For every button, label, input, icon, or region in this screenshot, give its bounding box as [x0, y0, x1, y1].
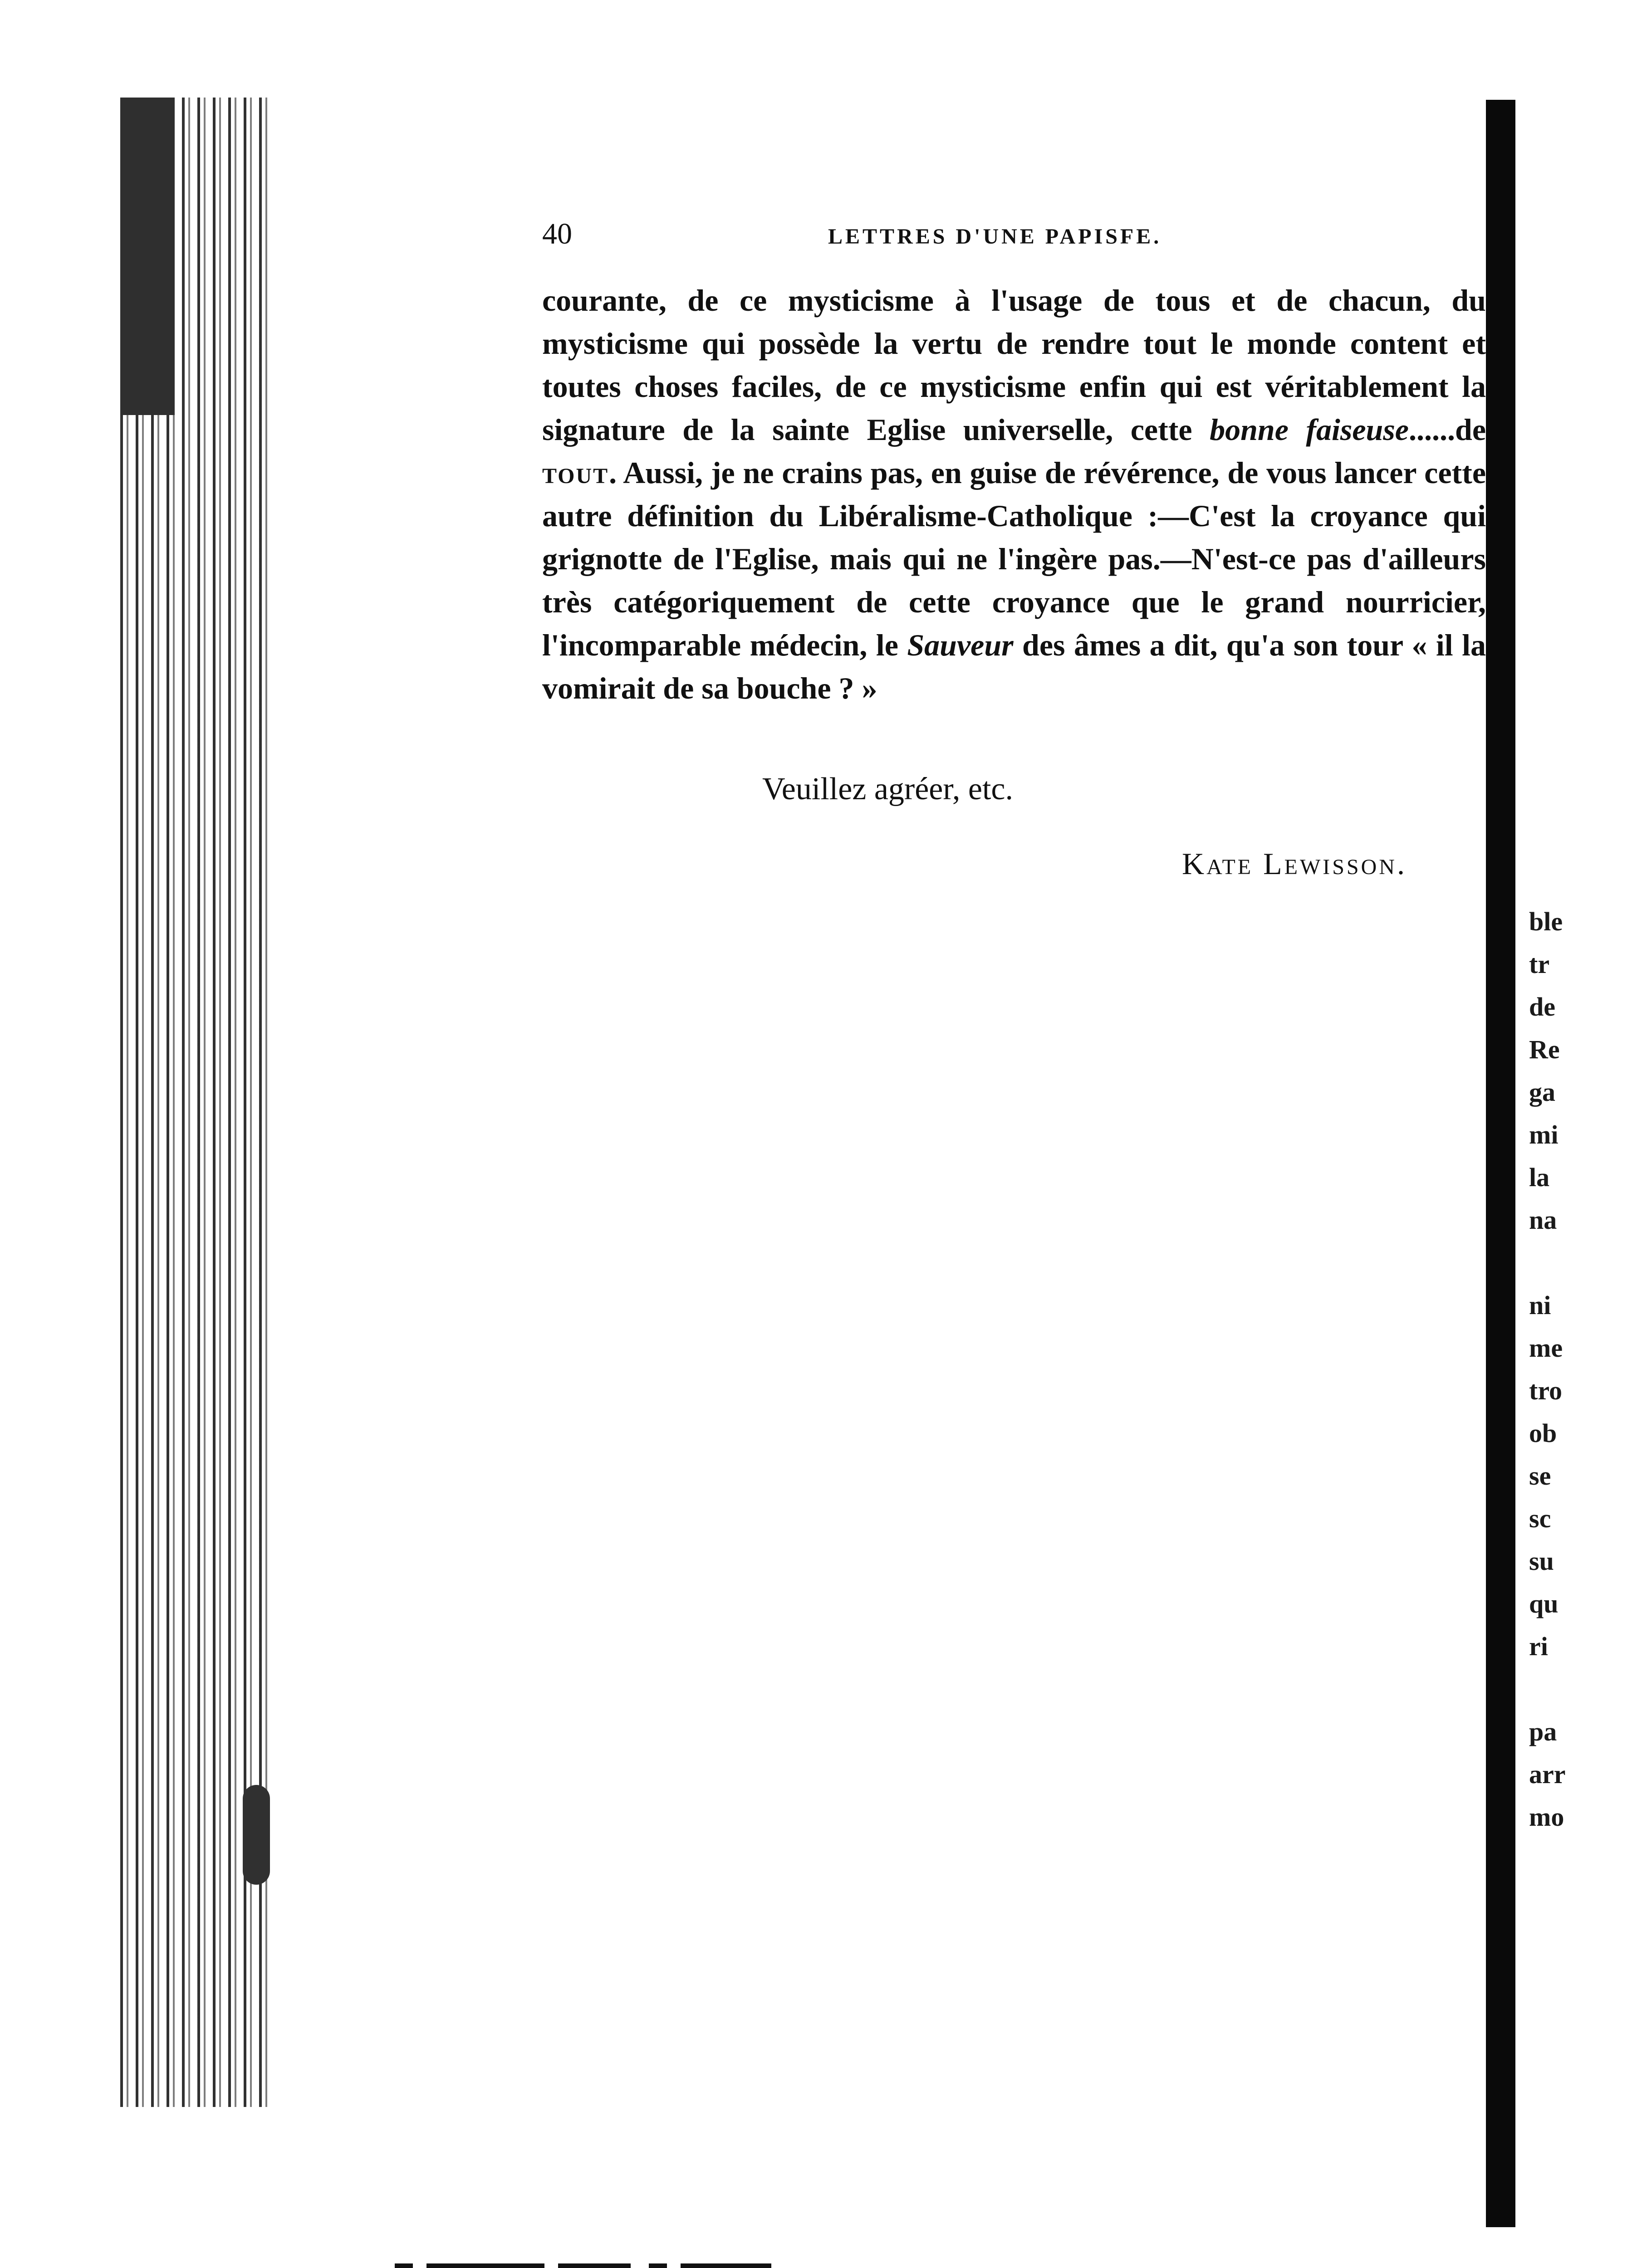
- bleed-line: qu: [1529, 1589, 1559, 1618]
- bleed-line: su: [1529, 1546, 1554, 1576]
- bleed-line: ni: [1529, 1290, 1551, 1320]
- bleed-line: la: [1529, 1163, 1550, 1192]
- bleed-line: [1529, 1242, 1597, 1284]
- closing-formula: Veuillez agréer, etc.: [762, 772, 1013, 807]
- italic-phrase-bonne-faiseuse: bonne faiseuse: [1210, 412, 1409, 447]
- scan-edge-bottom: [395, 2263, 771, 2268]
- bleed-line: tr: [1529, 949, 1550, 979]
- scan-edge-right: [1486, 100, 1515, 2227]
- bleed-line: tro: [1529, 1376, 1563, 1405]
- bleed-line: de: [1529, 992, 1555, 1022]
- bleed-line: me: [1529, 1333, 1563, 1363]
- bleed-line: pa: [1529, 1717, 1557, 1746]
- bleed-line: na: [1529, 1205, 1557, 1235]
- bleed-line: mo: [1529, 1802, 1564, 1832]
- small-caps-tout: tout: [542, 455, 609, 490]
- bleed-line: sc: [1529, 1504, 1551, 1533]
- page-number: 40: [542, 217, 572, 250]
- bleed-line: mi: [1529, 1120, 1559, 1149]
- bleed-line: arr: [1529, 1760, 1566, 1789]
- bleed-line: ble: [1529, 907, 1563, 936]
- scan-edge-left: [120, 98, 270, 2107]
- running-head: LETTRES D'UNE PAPISFE.: [828, 225, 1162, 249]
- bleed-line: [1529, 1668, 1597, 1711]
- body-text-run-1: courante, de ce mysticisme à l'usage de tous et de chacun, du mysticisme qui possède la vertu de rendre tout le monde content et toutes choses faciles, de ce mysticisme enfin qui est véritablement la signature de la sainte Eglise universelle, cette: [542, 283, 1486, 447]
- body-text-run-2: ......de: [1409, 412, 1486, 447]
- bleed-line: Re: [1529, 1035, 1560, 1064]
- italic-word-sauveur: Sauveur: [907, 628, 1014, 662]
- bleed-line: ga: [1529, 1077, 1555, 1107]
- bleed-line: se: [1529, 1461, 1551, 1491]
- signature: Kate Lewisson.: [1182, 846, 1407, 881]
- body-paragraph: [542, 279, 1486, 710]
- bleed-line: ri: [1529, 1632, 1548, 1661]
- bleed-through-text: [1529, 900, 1597, 1838]
- body-text-run-3: . Aussi, je ne crains pas, en guise de révérence, de vous lancer cette autre définition du Libéralisme-Catholique :—C'est la croyance qui grignotte de l'Eglise, mais qui ne l'ingère pas.—N'est-ce pas d'ailleurs très catégoriquement de cette croyance que le grand nourricier, l'incomparable médecin, le: [542, 455, 1486, 662]
- page-header: [542, 217, 1486, 258]
- bleed-line: ob: [1529, 1418, 1557, 1448]
- body-text-run-4: des âmes a dit, qu'a son tour « il la vomirait de sa bouche ? »: [542, 628, 1486, 705]
